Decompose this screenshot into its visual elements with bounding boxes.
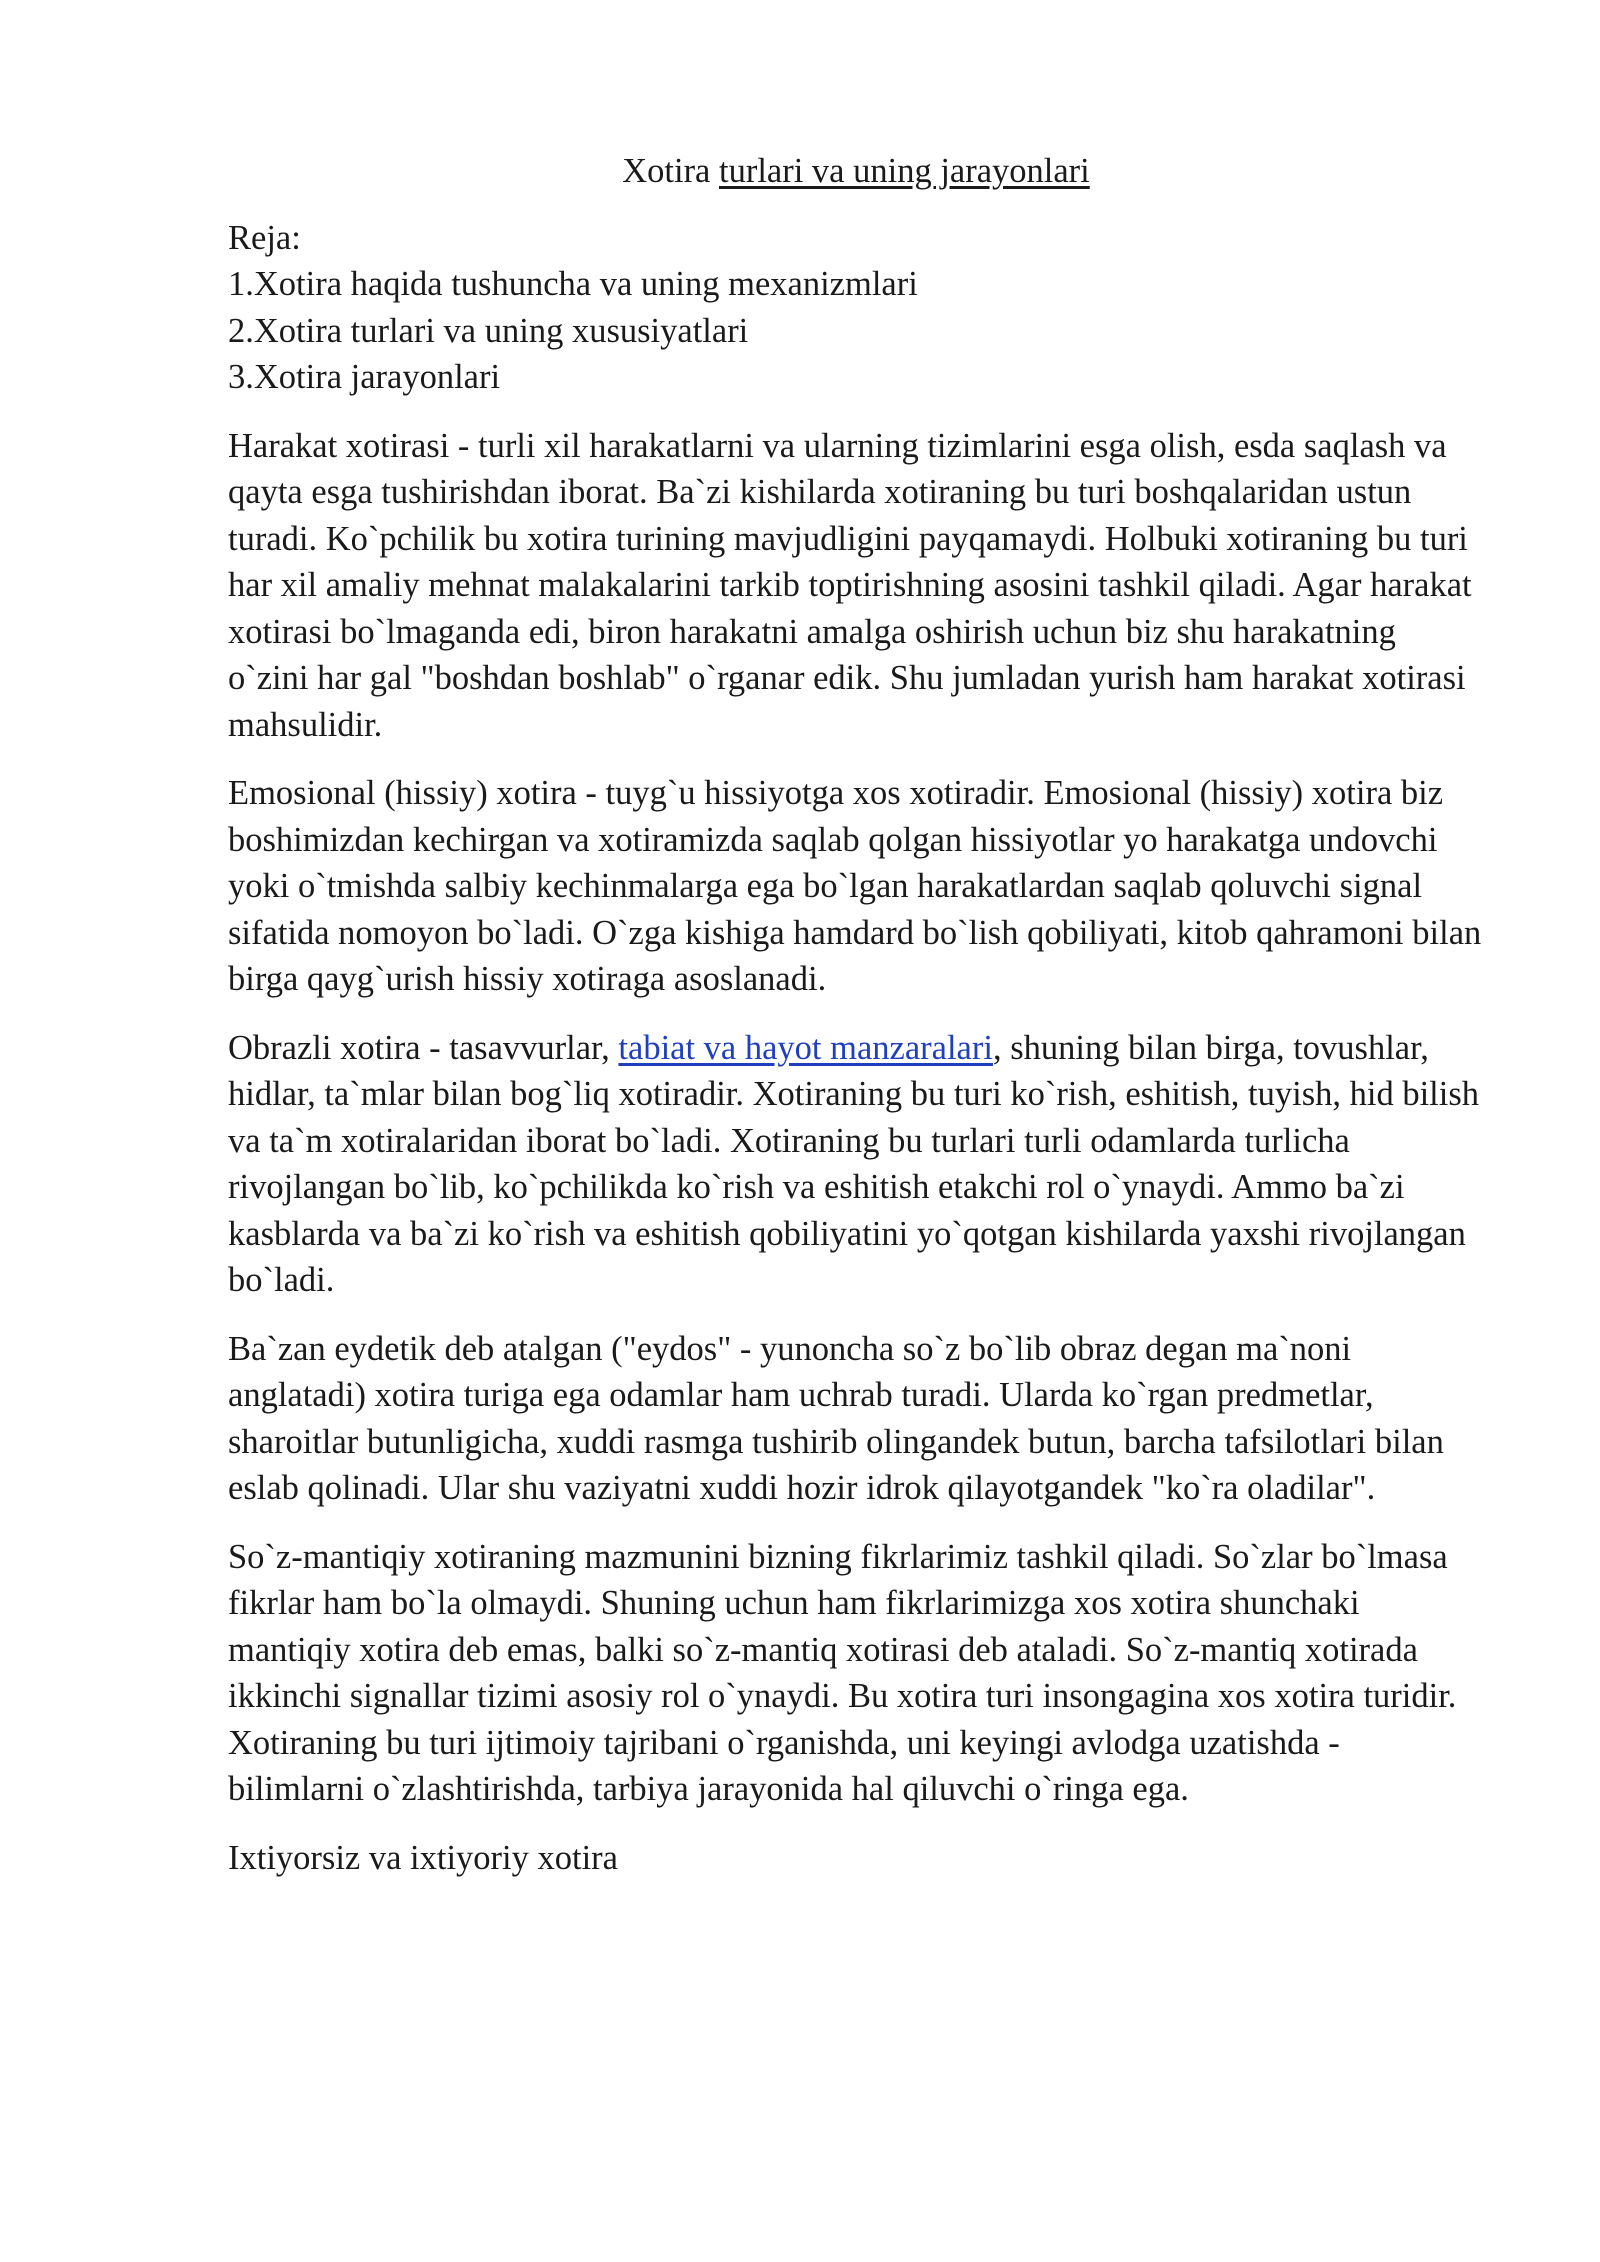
paragraph-text: , shuning bilan birga, tovushlar, hidlar, ta`mlar bilan bog`liq xotiradir. Xotiraning bu turi ko`rish, eshitish, tuyish, hid bilish va ta`m xotiralaridan iborat bo`ladi. Xotiraning bu turlari turli odamlarda turlicha rivojlangan bo`lib, ko`pchilikda ko`rish va eshitish etakchi rol o`ynaydi. Ammo ba`zi kasblarda va ba`zi ko`rish va eshitish qobiliyatini yo`qotgan kishilarda yaxshi rivojlangan bo`ladi. [228,1028,1480,1299]
title-text-underlined: turlari va uning jarayonlari [719,152,1090,190]
plan-item: 3.Xotira jarayonlari [228,358,501,396]
paragraph-eidetic-memory: Ba`zan eydetik deb atalgan ("eydos" - yunoncha so`z bo`lib obraz degan ma`noni anglatadi) xotira turiga ega odamlar ham uchrab turadi. Ularda ko`rgan predmetlar, sharoitlar butunligicha, xuddi rasmga tushirib olingandek butun, barcha tafsilotlari bilan eslab qolinadi. Ular shu vaziyatni xuddi hozir idrok qilayotgandek "ko`ra oladilar". [228,1329,1444,1507]
plan-section [228,215,1484,401]
document-title [228,148,1484,195]
paragraph-verbal-logical-memory: So`z-mantiqiy xotiraning mazmunini bizning fikrlarimiz tashkil qiladi. So`zlar bo`lmasa fikrlar ham bo`la olmaydi. Shuning uchun ham fikrlarimizga xos xotira shunchaki mantiqiy xotira deb emas, balki so`z-mantiq xotirasi deb ataladi. So`z-mantiq xotirada ikkinchi signallar tizimi asosiy rol o`ynaydi. Bu xotira turi insongagina xos xotira turidir. Xotiraning bu turi ijtimoiy tajribani o`rganishda, uni keyingi avlodga uzatishda - bilimlarni o`zlashtirishda, tarbiya jarayonida hal qiluvchi o`ringa ega. [228,1537,1457,1808]
plan-heading: Reja: [228,218,301,257]
plan-item: 2.Xotira turlari va uning xususiyatlari [228,311,749,350]
nature-life-landscapes-link[interactable]: tabiat va hayot manzaralari [618,1028,993,1067]
paragraph-text: Obrazli xotira - tasavvurlar, [228,1028,619,1067]
paragraph-motor-memory: Harakat xotirasi - turli xil harakatlarni va ularning tizimlarini esga olish, esda saqlash va qayta esga tushirishdan iborat. Ba`zi kishilarda xotiraning bu turi boshqalaridan ustun turadi. Ko`pchilik bu xotira turining mavjudligini payqamaydi. Holbuki xotiraning bu turi har xil amaliy mehnat malakalarini tarkib toptirishning asosini tashkil qiladi. Agar harakat xotirasi bo`lmaganda edi, biron harakatni amalga oshirish uchun biz shu harakatning o`zini har gal "boshdan boshlab" o`rganar edik. Shu jumladan yurish ham harakat xotirasi mahsulidir. [228,426,1472,744]
paragraph-voluntary-involuntary-heading: Ixtiyorsiz va ixtiyoriy xotira [228,1838,618,1877]
document-body [228,148,1484,1903]
paragraph-figurative-memory [228,1025,1484,1304]
paragraph-emotional-memory: Emosional (hissiy) xotira - tuyg`u hissiyotga xos xotiradir. Emosional (hissiy) xotira biz boshimizdan kechirgan va xotiramizda saqlab qolgan hissiyotlar yo harakatga undovchi yoki o`tmishda salbiy kechinmalarga ega bo`lgan harakatlardan saqlab qoluvchi signal sifatida nomoyon bo`ladi. O`zga kishiga hamdard bo`lish qobiliyati, kitob qahramoni bilan birga qayg`urish hissiy xotiraga asoslanadi. [228,774,1482,998]
plan-item: 1.Xotira haqida tushuncha va uning mexanizmlari [228,265,918,303]
title-text-plain: Xotira [622,152,719,190]
